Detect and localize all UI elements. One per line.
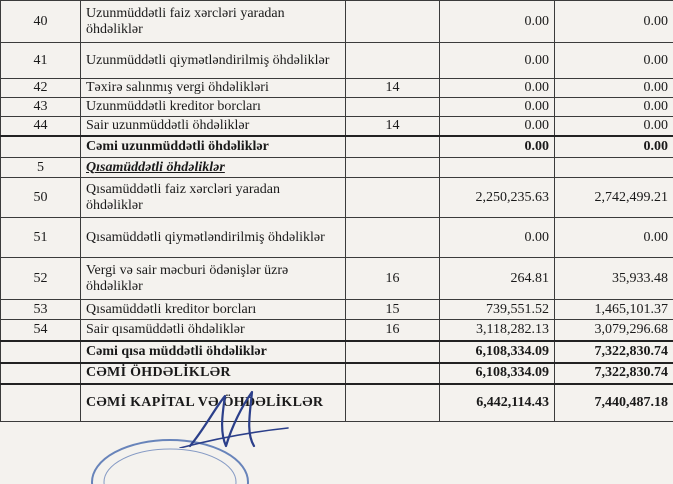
row-value-previous: 7,440,487.18: [555, 384, 673, 422]
table-row: [1, 178, 673, 218]
table-row: [1, 363, 673, 384]
row-label: Vergi və sair məcburi ödənişlər üzrə öhdəliklər: [81, 258, 346, 300]
row-number: 52: [1, 258, 81, 300]
table-row: [1, 79, 673, 98]
row-note: [346, 218, 440, 258]
table-row: [1, 98, 673, 117]
row-label: Uzunmüddətli faiz xərcləri yaradan öhdəliklər: [81, 1, 346, 43]
row-number: 41: [1, 43, 81, 79]
row-note: 15: [346, 300, 440, 320]
table-row: [1, 258, 673, 300]
row-number: 51: [1, 218, 81, 258]
row-label: Uzunmüddətli kreditor borcları: [81, 98, 346, 117]
row-note: [346, 43, 440, 79]
row-number: 5: [1, 158, 81, 178]
row-label: Cəmi qısa müddətli öhdəliklər: [81, 341, 346, 363]
row-value-current: 6,442,114.43: [440, 384, 555, 422]
row-note: [346, 158, 440, 178]
row-note: 16: [346, 320, 440, 341]
row-value-current: 0.00: [440, 1, 555, 43]
row-label: Cəmi uzunmüddətli öhdəliklər: [81, 136, 346, 158]
row-note: 14: [346, 117, 440, 136]
row-number: [1, 363, 81, 384]
row-value-previous: 0.00: [555, 98, 673, 117]
table-row: [1, 158, 673, 178]
row-label: Qısamüddətli kreditor borcları: [81, 300, 346, 320]
row-number: [1, 384, 81, 422]
row-value-current: 0.00: [440, 79, 555, 98]
row-value-current: [440, 158, 555, 178]
row-value-previous: 0.00: [555, 1, 673, 43]
row-label: Qısamüddətli faiz xərcləri yaradan öhdəliklər: [81, 178, 346, 218]
row-number: 40: [1, 1, 81, 43]
row-value-previous: [555, 158, 673, 178]
row-value-current: 3,118,282.13: [440, 320, 555, 341]
row-note: [346, 363, 440, 384]
row-value-previous: 0.00: [555, 136, 673, 158]
row-note: [346, 178, 440, 218]
row-value-current: 739,551.52: [440, 300, 555, 320]
row-value-previous: 0.00: [555, 79, 673, 98]
row-note: [346, 384, 440, 422]
row-label: CƏMİ ÖHDƏLİKLƏR: [81, 363, 346, 384]
row-value-current: 6,108,334.09: [440, 341, 555, 363]
row-number: 50: [1, 178, 81, 218]
table-row: [1, 43, 673, 79]
row-number: 43: [1, 98, 81, 117]
row-label: Qısamüddətli qiymətləndirilmiş öhdəliklər: [81, 218, 346, 258]
row-number: 44: [1, 117, 81, 136]
row-note: 16: [346, 258, 440, 300]
row-number: 42: [1, 79, 81, 98]
row-label: Sair qısamüddətli öhdəliklər: [81, 320, 346, 341]
table-row: [1, 218, 673, 258]
row-label: Qısamüddətli öhdəliklər: [81, 158, 346, 178]
row-note: 14: [346, 79, 440, 98]
row-value-current: 264.81: [440, 258, 555, 300]
row-value-current: 6,108,334.09: [440, 363, 555, 384]
table-row: [1, 341, 673, 363]
row-value-previous: 2,742,499.21: [555, 178, 673, 218]
row-label: CƏMİ KAPİTAL VƏ ÖHDƏLİKLƏR: [81, 384, 346, 422]
stamp-seal: [85, 424, 255, 484]
row-value-current: 2,250,235.63: [440, 178, 555, 218]
table-row: [1, 1, 673, 43]
row-note: [346, 136, 440, 158]
row-value-current: 0.00: [440, 218, 555, 258]
row-label: Təxirə salınmış vergi öhdəlikləri: [81, 79, 346, 98]
row-value-current: 0.00: [440, 117, 555, 136]
row-number: 53: [1, 300, 81, 320]
table-body: [1, 1, 673, 422]
table-row: [1, 117, 673, 136]
row-value-previous: 7,322,830.74: [555, 341, 673, 363]
table-row: [1, 300, 673, 320]
row-value-current: 0.00: [440, 98, 555, 117]
row-value-previous: 0.00: [555, 218, 673, 258]
row-note: [346, 1, 440, 43]
row-value-previous: 3,079,296.68: [555, 320, 673, 341]
row-number: [1, 341, 81, 363]
row-value-current: 0.00: [440, 136, 555, 158]
row-number: 54: [1, 320, 81, 341]
row-note: [346, 98, 440, 117]
row-label: Uzunmüddətli qiymətləndirilmiş öhdəliklər: [81, 43, 346, 79]
table-row: [1, 136, 673, 158]
table-row: [1, 320, 673, 341]
row-value-previous: 1,465,101.37: [555, 300, 673, 320]
row-value-previous: 35,933.48: [555, 258, 673, 300]
row-value-current: 0.00: [440, 43, 555, 79]
row-note: [346, 341, 440, 363]
table-row: [1, 384, 673, 422]
row-value-previous: 0.00: [555, 43, 673, 79]
row-number: [1, 136, 81, 158]
row-label: Sair uzunmüddətli öhdəliklər: [81, 117, 346, 136]
row-value-previous: 7,322,830.74: [555, 363, 673, 384]
row-value-previous: 0.00: [555, 117, 673, 136]
